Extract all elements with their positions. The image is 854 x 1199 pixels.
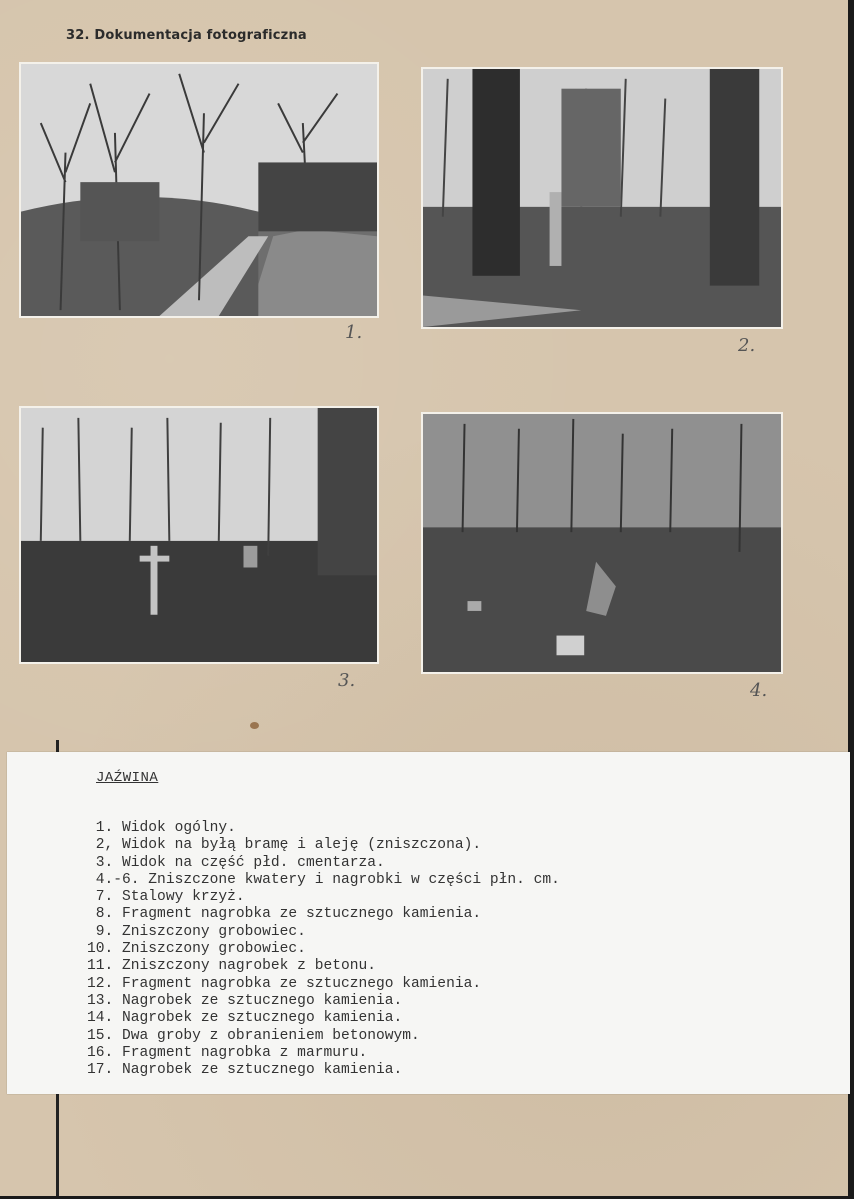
caption-item: 2, Widok na byłą bramę i aleję (zniszczona). bbox=[87, 837, 482, 854]
photo-number-4: 4. bbox=[750, 680, 768, 701]
caption-item: 1. Widok ogólny. bbox=[87, 820, 236, 836]
caption-item: 14. Nagrobek ze sztucznego kamienia. bbox=[87, 1010, 403, 1027]
paper-stain bbox=[250, 722, 259, 729]
caption-item: 17. Nagrobek ze sztucznego kamienia. bbox=[87, 1062, 403, 1079]
caption-item: 13. Nagrobek ze sztucznego kamienia. bbox=[87, 992, 403, 1009]
caption-item: 15. Dwa groby z obranieniem betonowym. bbox=[87, 1027, 420, 1044]
photo-number-2: 2. bbox=[738, 335, 756, 356]
caption-item: 7. Stalowy krzyż. bbox=[87, 889, 245, 906]
caption-item: 12. Fragment nagrobka ze sztucznego kamienia. bbox=[87, 975, 482, 992]
caption-item: 3. Widok na część płd. cmentarza. bbox=[87, 854, 385, 871]
caption-item: 4.-6. Zniszczone kwatery i nagrobki w części płn. cm. bbox=[87, 871, 560, 888]
photo-4 bbox=[421, 412, 783, 674]
photo-number-3: 3. bbox=[338, 670, 356, 691]
caption-item: 8. Fragment nagrobka ze sztucznego kamienia. bbox=[87, 906, 482, 923]
caption-item: 11. Zniszczony nagrobek z betonu. bbox=[87, 958, 377, 975]
photo-3 bbox=[19, 406, 379, 664]
caption-item: 9. Zniszczony grobowiec. bbox=[87, 923, 306, 940]
photo-1 bbox=[19, 62, 379, 318]
page-header: 32. Dokumentacja fotograficzna bbox=[66, 28, 307, 43]
photo-2 bbox=[421, 67, 783, 329]
caption-item: 16. Fragment nagrobka z marmuru. bbox=[87, 1044, 368, 1061]
caption-item: 10. Zniszczony grobowiec. bbox=[87, 941, 306, 958]
photo-number-1: 1. bbox=[345, 322, 363, 343]
caption-list bbox=[87, 820, 560, 1079]
caption-title: JAŹWINA bbox=[96, 770, 159, 786]
